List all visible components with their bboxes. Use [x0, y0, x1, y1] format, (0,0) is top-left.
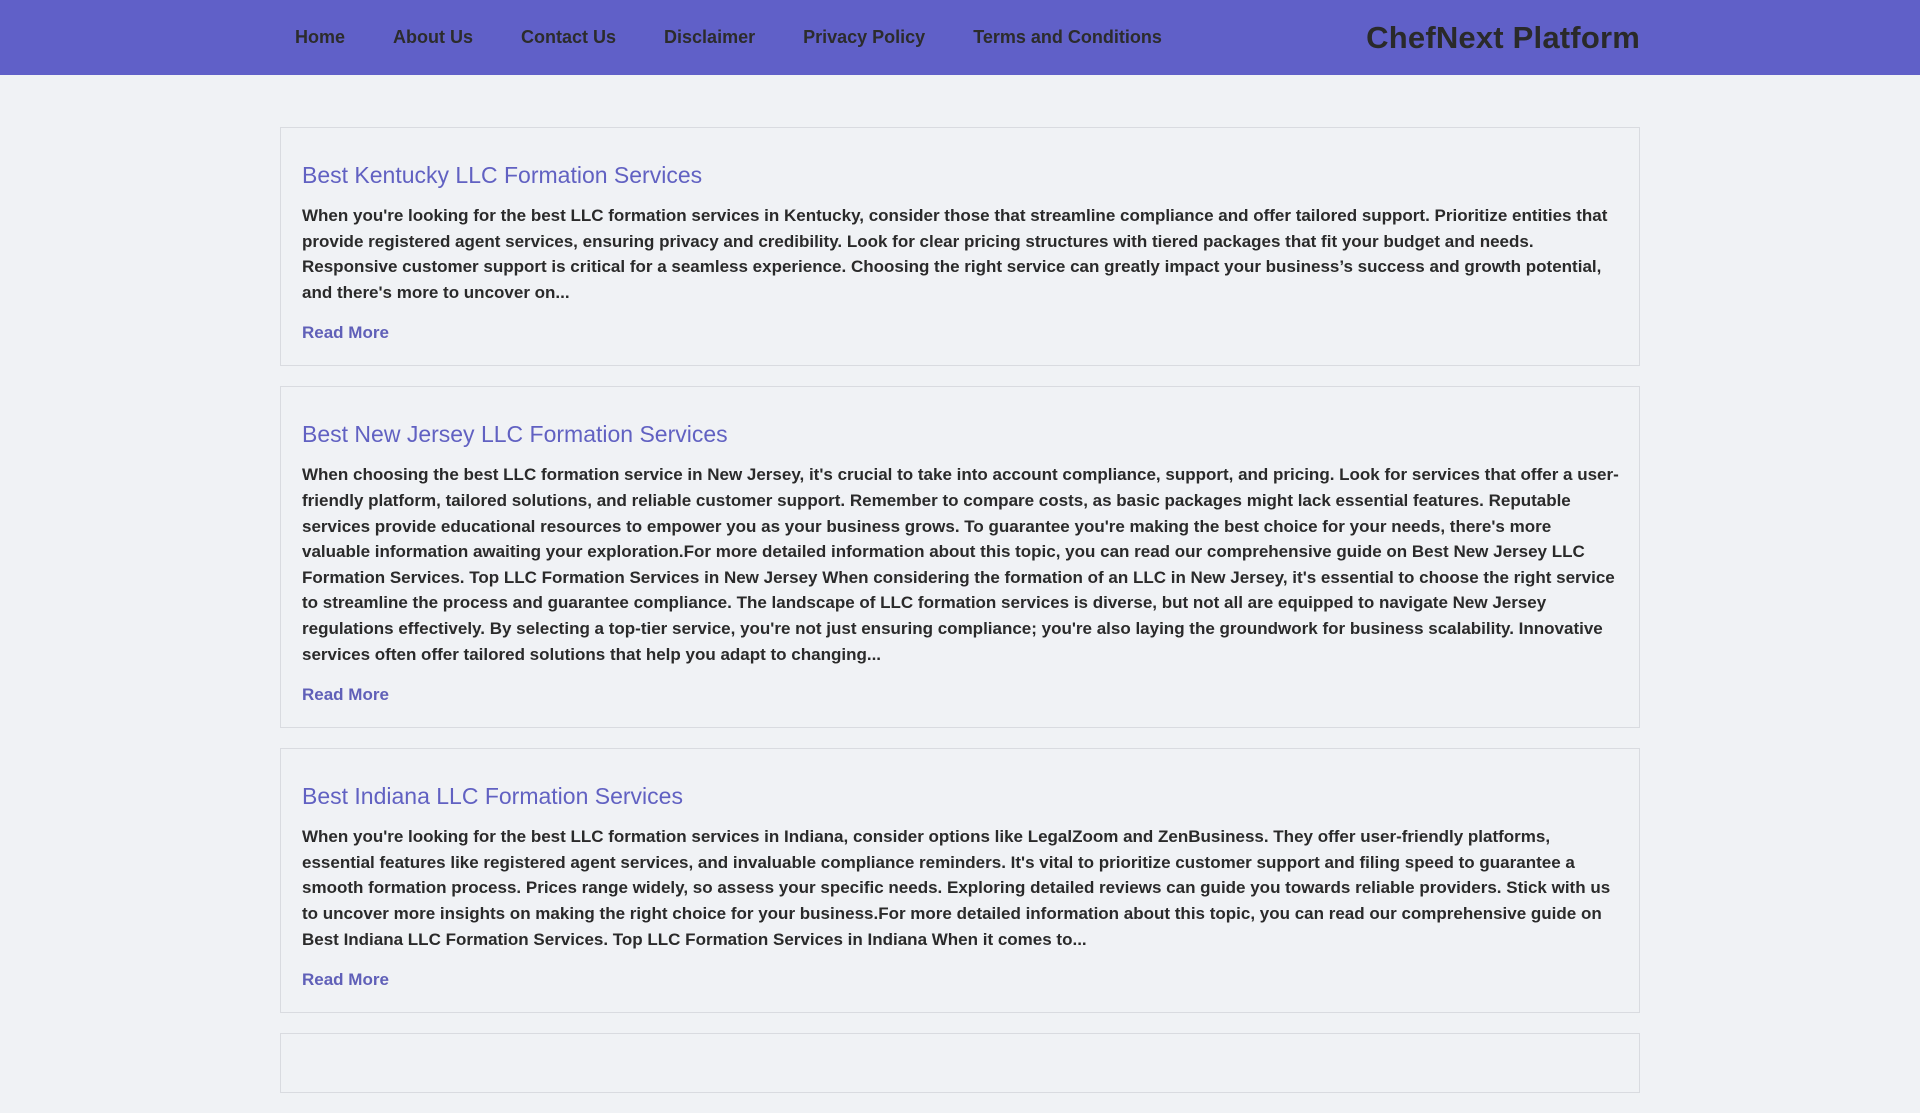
post-card — [280, 748, 1640, 1013]
nav-link-home[interactable]: Home — [295, 27, 346, 47]
nav-item-about-us — [393, 27, 473, 48]
nav-item-contact-us — [521, 27, 616, 48]
nav-item-terms — [973, 27, 1162, 48]
post-title[interactable]: Best Indiana LLC Formation Services — [302, 783, 683, 810]
read-more-link[interactable]: Read More — [302, 970, 389, 990]
post-card — [280, 127, 1640, 366]
nav-item-disclaimer — [664, 27, 755, 48]
nav-link-privacy-policy[interactable]: Privacy Policy — [803, 27, 926, 47]
post-title[interactable]: Best New Jersey LLC Formation Services — [302, 421, 728, 448]
nav-item-home — [295, 27, 345, 48]
top-navigation-bar — [0, 0, 1920, 75]
post-excerpt: When you're looking for the best LLC formation services in Kentucky, consider those that streamline compliance and offer tailored support. Prioritize entities that provide registered agent services, ensuring privacy and credibility. Look for clear pricing structures with tiered packages that fit your budget and needs. Responsive customer support is critical for a seamless experience. Choosing the right service can greatly impact your business’s success and growth potential, and there's more to uncover on... — [302, 206, 1608, 302]
topbar-inner — [280, 0, 1640, 75]
site-brand-link[interactable]: ChefNext Platform — [1366, 19, 1640, 55]
main-nav — [280, 27, 1195, 48]
post-card-partial — [280, 1033, 1640, 1093]
post-excerpt: When choosing the best LLC formation service in New Jersey, it's crucial to take into account compliance, support, and pricing. Look for services that offer a user-friendly platform, tailored solutions, and reliable customer support. Remember to compare costs, as basic packages might lack essential features. Reputable services provide educational resources to empower you as your business grows. To guarantee you're making the best choice for your needs, there's more valuable information awaiting your exploration.For more detailed information about this topic, you can read our comprehensive guide on Best New Jersey LLC Formation Services. Top LLC Formation Services in New Jersey When considering the formation of an LLC in New Jersey, it's essential to choose the right service to streamline the process and guarantee compliance. The landscape of LLC formation services is diverse, but not all are equipped to navigate New Jersey regulations effectively. By selecting a top-tier service, you're not just ensuring compliance; you're also laying the groundwork for business scalability. Innovative services often offer tailored solutions that help you adapt to changing... — [302, 465, 1619, 664]
post-list — [280, 127, 1640, 1113]
nav-link-contact-us[interactable]: Contact Us — [521, 27, 617, 47]
post-card — [280, 386, 1640, 728]
nav-link-about-us[interactable]: About Us — [393, 27, 474, 47]
nav-item-privacy-policy — [803, 27, 925, 48]
nav-link-disclaimer[interactable]: Disclaimer — [664, 27, 756, 47]
post-title[interactable]: Best Kentucky LLC Formation Services — [302, 162, 703, 188]
nav-link-terms-and-conditions[interactable]: Terms and Conditions — [973, 27, 1162, 47]
read-more-link[interactable]: Read More — [302, 323, 389, 343]
post-excerpt: When you're looking for the best LLC formation services in Indiana, consider options like LegalZoom and ZenBusiness. They offer user-friendly platforms, essential features like registered agent services, and invaluable compliance reminders. It's vital to prioritize customer support and filing speed to guarantee a smooth formation process. Prices range widely, so assess your specific needs. Exploring detailed reviews can guide you towards reliable providers. Stick with us to uncover more insights on making the right choice for your business.For more detailed information about this topic, you can read our comprehensive guide on Best Indiana LLC Formation Services. Top LLC Formation Services in Indiana When it comes to... — [302, 827, 1611, 949]
read-more-link[interactable]: Read More — [302, 685, 389, 705]
